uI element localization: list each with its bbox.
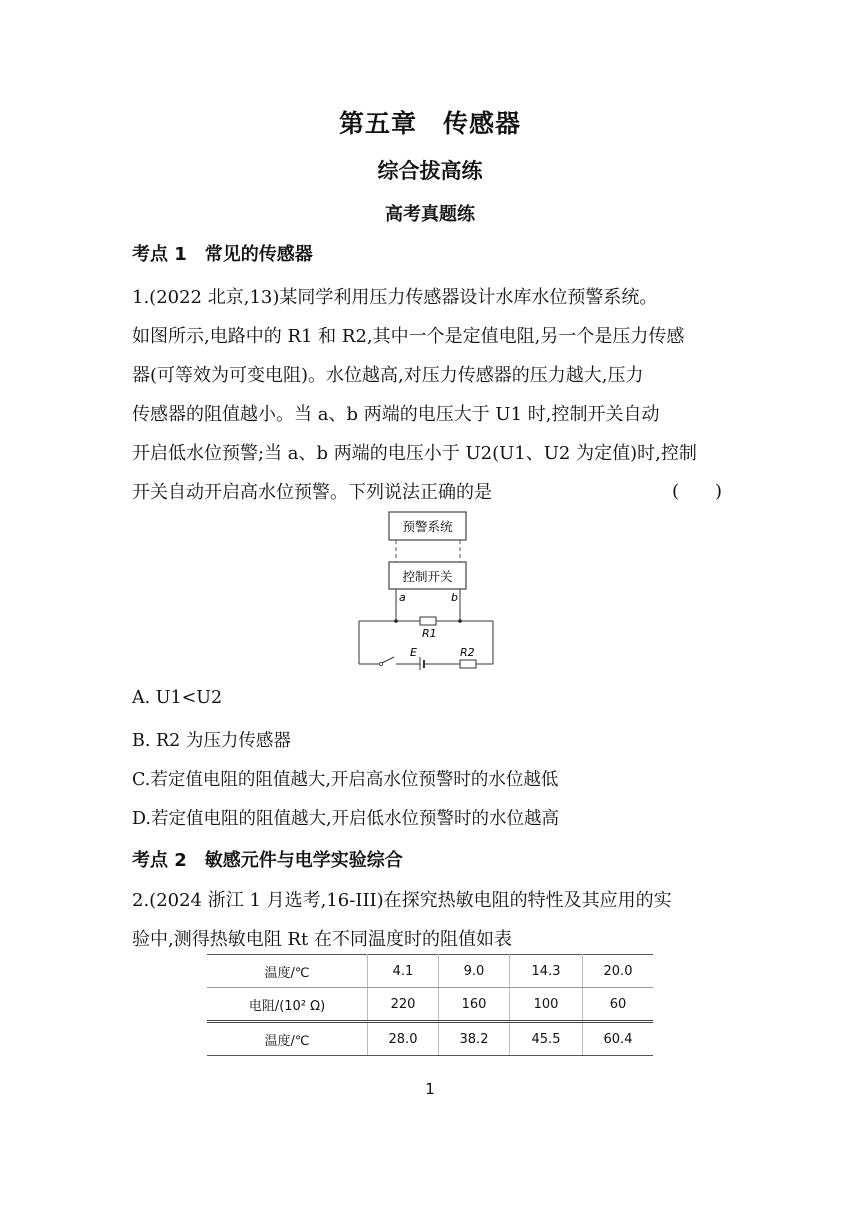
option-a: A. U1<U2	[132, 688, 223, 708]
chapter-title: 第五章 传感器	[338, 109, 521, 138]
table-row	[207, 988, 653, 1022]
table-cell: 38.2	[439, 1022, 510, 1056]
q1-line-2: 如图所示,电路中的 R1 和 R2,其中一个是定值电阻,另一个是压力传感	[132, 326, 685, 347]
table-cell: 60	[583, 988, 654, 1022]
option-b: B. R2 为压力传感器	[132, 731, 291, 751]
e-label: E	[410, 646, 417, 659]
table-cell: 220	[368, 988, 439, 1022]
terminal-a-label: a	[399, 591, 406, 604]
switch-lever	[382, 657, 394, 663]
warning-system-label: 预警系统	[402, 519, 453, 534]
table-row	[207, 1022, 653, 1056]
topic-1-heading: 考点 1 常见的传感器	[132, 244, 313, 265]
resistor-r2	[460, 660, 476, 668]
option-d: D.若定值电阻的阻值越大,开启低水位预警时的水位越高	[132, 809, 560, 829]
r1-label: R1	[422, 627, 437, 640]
circuit-diagram	[356, 510, 496, 670]
table-cell: 20.0	[583, 955, 654, 988]
answer-bracket: ( )	[672, 481, 723, 502]
q1-line-5: 开启低水位预警;当 a、b 两端的电压小于 U2(U1、U2 为定值)时,控制	[132, 443, 697, 464]
table-cell: 14.3	[510, 955, 583, 988]
table-cell: 4.1	[368, 955, 439, 988]
table-cell: 温度/℃	[207, 1022, 368, 1056]
table-cell: 温度/℃	[207, 955, 368, 988]
table-row	[207, 955, 653, 988]
control-switch-label: 控制开关	[402, 569, 453, 584]
table-cell: 45.5	[510, 1022, 583, 1056]
table-cell: 9.0	[439, 955, 510, 988]
table-cell: 160	[439, 988, 510, 1022]
resistor-r1	[420, 617, 436, 625]
q1-line-6: 开关自动开启高水位预警。下列说法正确的是	[132, 482, 492, 503]
option-c: C.若定值电阻的阻值越大,开启高水位预警时的水位越低	[132, 770, 559, 790]
q1-line-3: 器(可等效为可变电阻)。水位越高,对压力传感器的压力越大,压力	[132, 365, 644, 386]
subsection-title: 高考真题练	[385, 204, 475, 225]
r2-label: R2	[460, 646, 475, 659]
table-cell: 60.4	[583, 1022, 654, 1056]
resistance-table	[207, 954, 653, 1056]
section-title: 综合拔高练	[377, 159, 483, 183]
table-cell: 100	[510, 988, 583, 1022]
q2-line-1: 2.(2024 浙江 1 月选考,16-III)在探究热敏电阻的特性及其应用的实	[132, 890, 672, 911]
topic-2-heading: 考点 2 敏感元件与电学实验综合	[132, 850, 403, 871]
page-number: 1	[425, 1080, 435, 1098]
table-cell: 28.0	[368, 1022, 439, 1056]
q1-line-1: 1.(2022 北京,13)某同学利用压力传感器设计水库水位预警系统。	[132, 287, 658, 308]
q1-line-4: 传感器的阻值越小。当 a、b 两端的电压大于 U1 时,控制开关自动	[132, 404, 660, 425]
table-cell: 电阻/(10² Ω)	[207, 988, 368, 1022]
q2-line-2: 验中,测得热敏电阻 Rt 在不同温度时的阻值如表	[132, 929, 512, 950]
terminal-b-label: b	[451, 591, 458, 604]
